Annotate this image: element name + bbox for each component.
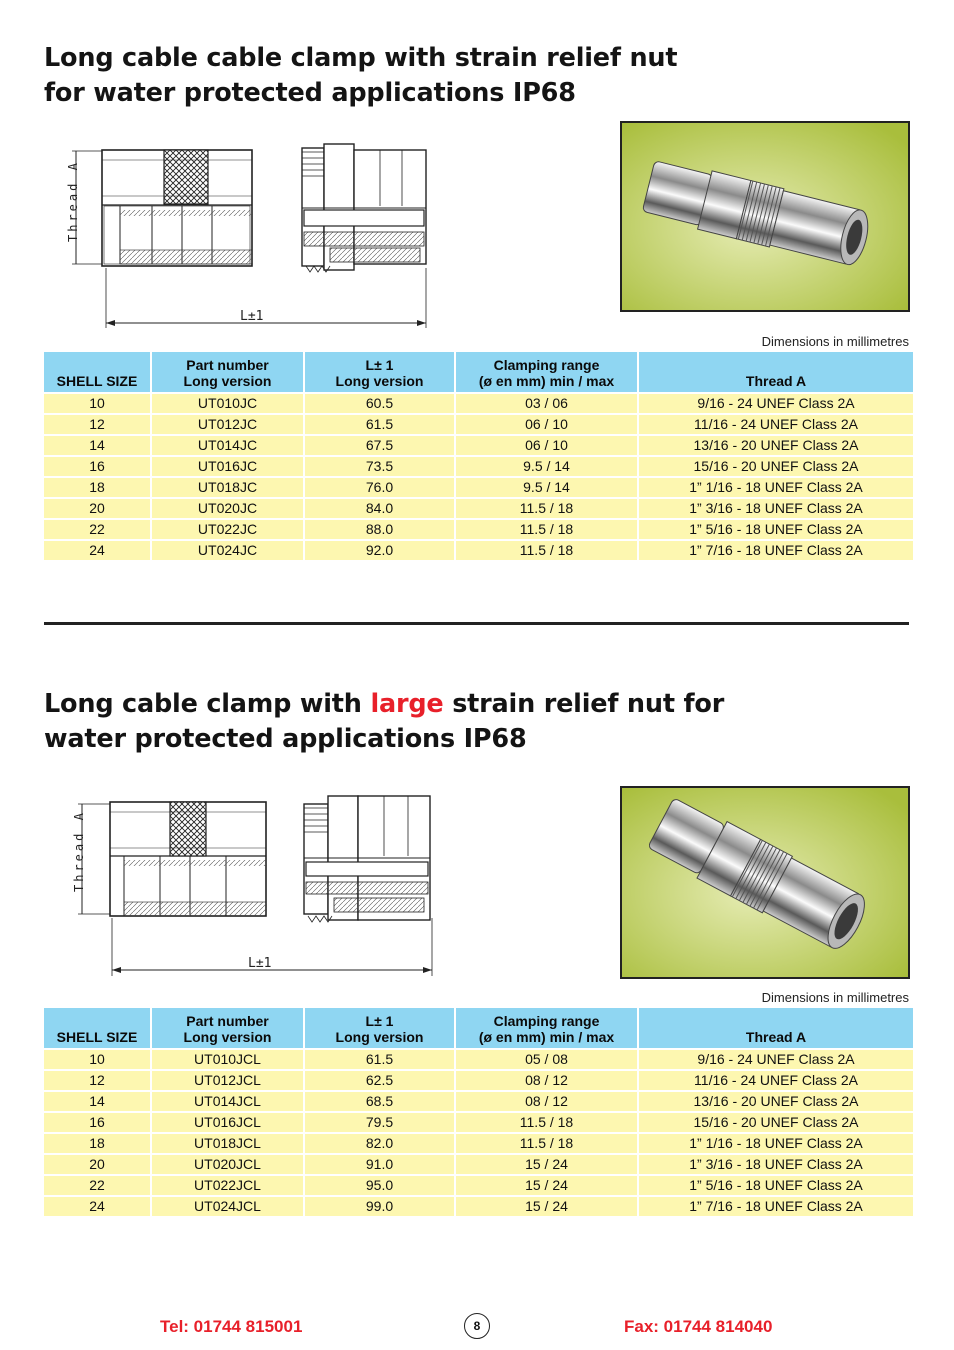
table-cell: 15/16 - 20 UNEF Class 2A <box>639 455 913 476</box>
column-header-line1: L± 1 <box>365 357 394 373</box>
table-cell: 1” 7/16 - 18 UNEF Class 2A <box>639 539 913 560</box>
section2-dimensions-note: Dimensions in millimetres <box>761 990 909 1005</box>
section2-title-line2: water protected applications IP68 <box>44 724 527 754</box>
table-cell: 18 <box>44 476 150 497</box>
footer-tel: Tel: 01744 815001 <box>160 1317 303 1336</box>
table-cell: 11/16 - 24 UNEF Class 2A <box>639 1069 913 1090</box>
table-cell: 1” 7/16 - 18 UNEF Class 2A <box>639 1195 913 1216</box>
table-cell: 20 <box>44 497 150 518</box>
table-cell: UT020JCL <box>152 1153 303 1174</box>
column-header-line2: Thread A <box>745 1029 807 1045</box>
section1-dimensions-note: Dimensions in millimetres <box>761 334 909 349</box>
table-cell: 11.5 / 18 <box>456 518 637 539</box>
column-header <box>639 1008 913 1048</box>
table-cell: 18 <box>44 1132 150 1153</box>
section1-title-line1: Long cable cable clamp with strain relief nut <box>44 43 678 73</box>
table-row <box>44 392 913 413</box>
column-header-line2: Long version <box>335 1029 424 1045</box>
table-cell: 84.0 <box>305 497 454 518</box>
footer-fax: Fax: 01744 814040 <box>624 1317 773 1336</box>
table-row <box>44 413 913 434</box>
column-header-line2: Thread A <box>745 373 807 389</box>
table-cell: UT014JCL <box>152 1090 303 1111</box>
table-cell: UT010JCL <box>152 1048 303 1069</box>
table-cell: UT010JC <box>152 392 303 413</box>
table-cell: 20 <box>44 1153 150 1174</box>
table-cell: 1” 5/16 - 18 UNEF Class 2A <box>639 518 913 539</box>
table-cell: 16 <box>44 455 150 476</box>
table-cell: 11/16 - 24 UNEF Class 2A <box>639 413 913 434</box>
table-cell: 99.0 <box>305 1195 454 1216</box>
table-cell: 11.5 / 18 <box>456 1132 637 1153</box>
table-cell: 88.0 <box>305 518 454 539</box>
column-header-line2: (ø en mm) min / max <box>478 373 615 389</box>
table-row <box>44 455 913 476</box>
table-cell: 73.5 <box>305 455 454 476</box>
section1-thread-label: Thread A <box>66 160 80 242</box>
table-cell: 9.5 / 14 <box>456 476 637 497</box>
section2-length-label: L±1 <box>248 956 272 971</box>
column-header <box>639 352 913 392</box>
table-cell: 92.0 <box>305 539 454 560</box>
table-row <box>44 1069 913 1090</box>
table-cell: 1” 3/16 - 18 UNEF Class 2A <box>639 1153 913 1174</box>
column-header <box>305 1008 454 1048</box>
table-cell: 60.5 <box>305 392 454 413</box>
section2-title <box>44 687 724 757</box>
table-cell: 05 / 08 <box>456 1048 637 1069</box>
table-cell: UT016JCL <box>152 1111 303 1132</box>
table-row <box>44 1174 913 1195</box>
page-number: 8 <box>464 1313 490 1339</box>
table-cell: 95.0 <box>305 1174 454 1195</box>
table-cell: 08 / 12 <box>456 1069 637 1090</box>
table-header-row <box>44 352 913 392</box>
table-cell: 1” 1/16 - 18 UNEF Class 2A <box>639 1132 913 1153</box>
table-cell: 24 <box>44 539 150 560</box>
column-header-line2: Long version <box>183 1029 272 1045</box>
table-cell: UT022JCL <box>152 1174 303 1195</box>
column-header <box>152 352 303 392</box>
section-divider <box>44 622 909 625</box>
column-header-line2: Long version <box>335 373 424 389</box>
section2-title-highlight: large <box>370 689 444 719</box>
table-cell: UT012JCL <box>152 1069 303 1090</box>
column-header-line1: Part number <box>186 357 269 373</box>
table-cell: 62.5 <box>305 1069 454 1090</box>
table-row <box>44 539 913 560</box>
table-cell: 22 <box>44 1174 150 1195</box>
table-cell: 15/16 - 20 UNEF Class 2A <box>639 1111 913 1132</box>
table-cell: 1” 5/16 - 18 UNEF Class 2A <box>639 1174 913 1195</box>
column-header <box>456 352 637 392</box>
table-cell: 1” 1/16 - 18 UNEF Class 2A <box>639 476 913 497</box>
table-row <box>44 1132 913 1153</box>
table-cell: 9/16 - 24 UNEF Class 2A <box>639 392 913 413</box>
column-header-line1: L± 1 <box>365 1013 394 1029</box>
section1-title-line2: for water protected applications IP68 <box>44 78 576 108</box>
table-cell: 22 <box>44 518 150 539</box>
table-cell: 82.0 <box>305 1132 454 1153</box>
column-header <box>305 352 454 392</box>
table-cell: 13/16 - 20 UNEF Class 2A <box>639 1090 913 1111</box>
column-header-line2: SHELL SIZE <box>56 373 138 389</box>
table-cell: 11.5 / 18 <box>456 497 637 518</box>
column-header-line2: Long version <box>183 373 272 389</box>
table-row <box>44 1153 913 1174</box>
table-cell: UT024JCL <box>152 1195 303 1216</box>
table-cell: 14 <box>44 1090 150 1111</box>
table-row <box>44 434 913 455</box>
section1-title <box>44 41 677 111</box>
section2-title-line1 <box>44 687 724 722</box>
table-cell: UT016JC <box>152 455 303 476</box>
table-cell: UT020JC <box>152 497 303 518</box>
table-cell: 68.5 <box>305 1090 454 1111</box>
column-header <box>44 352 150 392</box>
table-cell: 61.5 <box>305 413 454 434</box>
table-cell: 12 <box>44 413 150 434</box>
table-cell: 9.5 / 14 <box>456 455 637 476</box>
table-cell: 15 / 24 <box>456 1195 637 1216</box>
table-cell: 14 <box>44 434 150 455</box>
table-cell: 03 / 06 <box>456 392 637 413</box>
column-header <box>44 1008 150 1048</box>
table-cell: UT012JC <box>152 413 303 434</box>
column-header-line2: (ø en mm) min / max <box>478 1029 615 1045</box>
table-cell: 11.5 / 18 <box>456 539 637 560</box>
column-header-line2: SHELL SIZE <box>56 1029 138 1045</box>
section2-spec-table <box>42 1008 915 1216</box>
table-cell: UT014JC <box>152 434 303 455</box>
section2-title-part-b: strain relief nut for <box>443 689 725 719</box>
table-cell: 08 / 12 <box>456 1090 637 1111</box>
table-cell: UT018JCL <box>152 1132 303 1153</box>
column-header <box>152 1008 303 1048</box>
column-header-line1: Clamping range <box>493 357 600 373</box>
table-cell: UT024JC <box>152 539 303 560</box>
table-cell: 24 <box>44 1195 150 1216</box>
table-cell: 13/16 - 20 UNEF Class 2A <box>639 434 913 455</box>
column-header <box>456 1008 637 1048</box>
table-cell: 10 <box>44 1048 150 1069</box>
table-row <box>44 1090 913 1111</box>
table-cell: 61.5 <box>305 1048 454 1069</box>
table-row <box>44 1048 913 1069</box>
table-cell: 16 <box>44 1111 150 1132</box>
table-cell: 67.5 <box>305 434 454 455</box>
table-cell: 10 <box>44 392 150 413</box>
table-cell: 1” 3/16 - 18 UNEF Class 2A <box>639 497 913 518</box>
section2-title-part-a: Long cable clamp with <box>44 689 371 719</box>
section2-technical-drawing <box>68 792 448 978</box>
section1-length-label: L±1 <box>240 309 264 324</box>
table-row <box>44 518 913 539</box>
table-row <box>44 497 913 518</box>
table-cell: UT022JC <box>152 518 303 539</box>
table-cell: 06 / 10 <box>456 434 637 455</box>
table-cell: 12 <box>44 1069 150 1090</box>
section1-technical-drawing <box>62 138 442 330</box>
section2-thread-label: Thread A <box>72 810 86 892</box>
table-cell: 06 / 10 <box>456 413 637 434</box>
table-cell: UT018JC <box>152 476 303 497</box>
table-cell: 11.5 / 18 <box>456 1111 637 1132</box>
table-cell: 15 / 24 <box>456 1153 637 1174</box>
table-header-row <box>44 1008 913 1048</box>
table-cell: 15 / 24 <box>456 1174 637 1195</box>
section1-product-photo <box>620 121 910 312</box>
table-row <box>44 1111 913 1132</box>
table-row <box>44 1195 913 1216</box>
table-cell: 91.0 <box>305 1153 454 1174</box>
column-header-line1: Clamping range <box>493 1013 600 1029</box>
table-row <box>44 476 913 497</box>
table-cell: 79.5 <box>305 1111 454 1132</box>
table-cell: 9/16 - 24 UNEF Class 2A <box>639 1048 913 1069</box>
section2-product-photo <box>620 786 910 979</box>
table-cell: 76.0 <box>305 476 454 497</box>
section1-spec-table <box>42 352 915 560</box>
column-header-line1: Part number <box>186 1013 269 1029</box>
